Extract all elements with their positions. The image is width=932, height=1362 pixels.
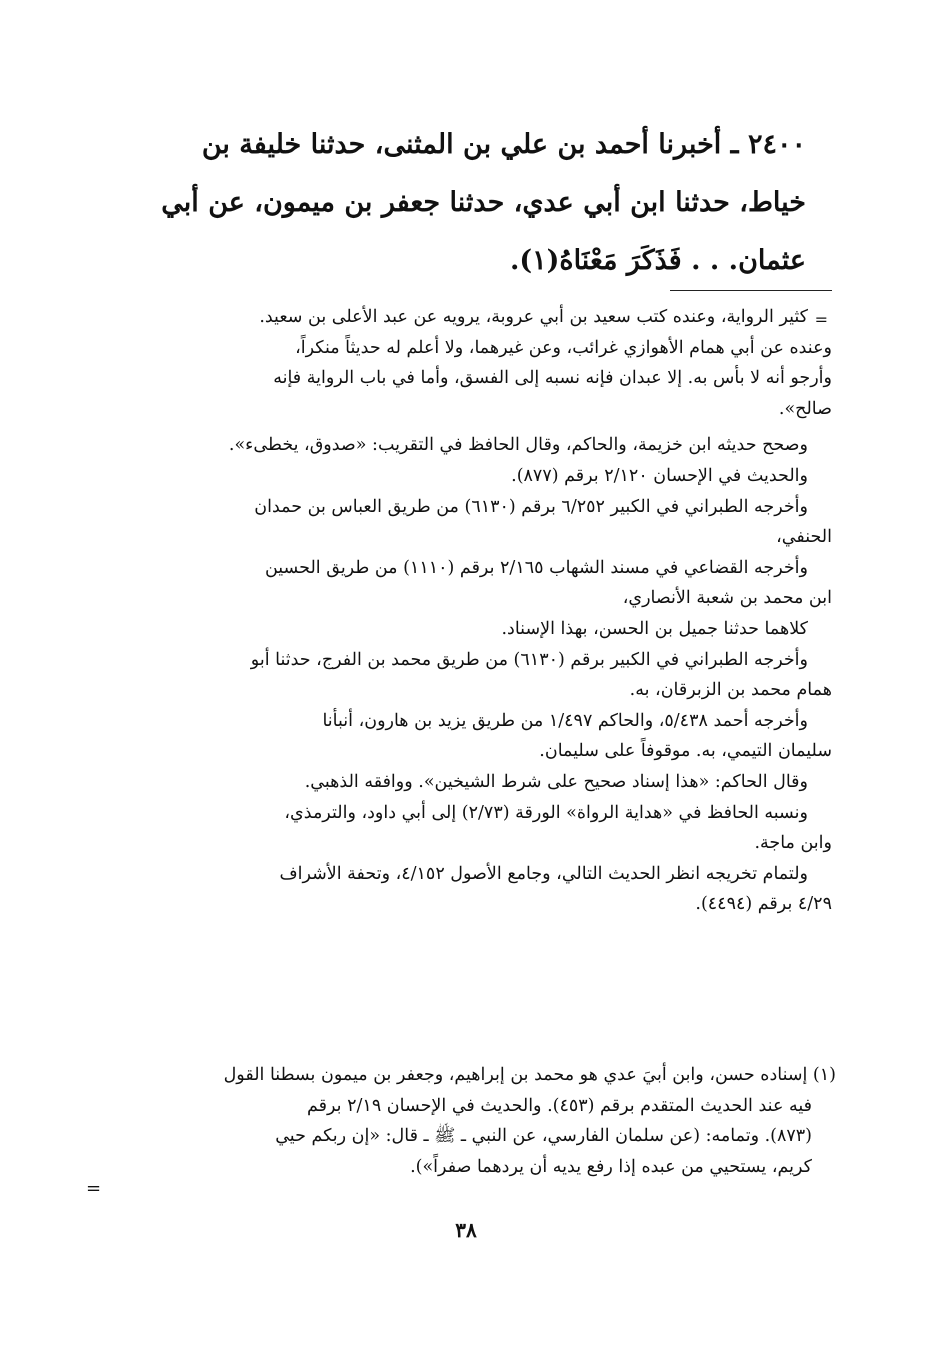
note-line: ٤/٢٩ برقم (٤٤٩٤). [695, 894, 832, 915]
note-line: وصحح حديثه ابن خزيمة، والحاكم، وقال الحافظ في التقريب: «صدوق، يخطىء». [228, 435, 808, 456]
note-line: وأخرجه القضاعي في مسند الشهاب ٢/١٦٥ برقم (١١١٠) من طريق الحسين [264, 557, 808, 578]
footnote-line: (٨٧٣). وتمامه: (عن سلمان الفارسي، عن النبي ـ ﷺ ـ قال: «إن ربكم حيي [275, 1126, 812, 1147]
note-line: ونسبه الحافظ في «هداية الرواة» الورقة (٢/٧٣) إلى أبي داود، والترمذي، [284, 802, 808, 823]
continuation-mark: = [814, 310, 828, 329]
note-line: الحنفي، [776, 527, 832, 548]
hadith-main-text [116, 116, 806, 290]
note-line: وأرجو أنه لا بأس به. إلا عبدان فإنه نسبه إلى الفسق، وأما في باب الرواية فإنه [273, 368, 832, 389]
footnote-continuation-mark: = [86, 1178, 102, 1199]
footnote-line: كريم، يستحيي من عبده إذا رفع يديه أن يردهما صفراً»). [410, 1156, 812, 1177]
note-line: همام محمد بن الزبرقان، به. [629, 680, 832, 701]
continued-footnote [120, 302, 832, 920]
note-line: وقال الحاكم: «هذا إسناد صحيح على شرط الشيخين». ووافقه الذهبي. [304, 771, 808, 792]
note-line: وأخرجه أحمد ٥/٤٣٨، والحاكم ١/٤٩٧ من طريق يزيد بن هارون، أنبأنا [322, 710, 808, 731]
main-text-line: ٢٤٠٠ ـ أخبرنا أحمد بن علي بن المثنى، حدثنا خليفة بن [201, 129, 806, 160]
note-line: وأخرجه الطبراني في الكبير ٦/٢٥٢ برقم (٦١٣٠) من طريق العباس بن حمدان [254, 496, 808, 517]
footnote-line: فيه عند الحديث المتقدم برقم (٤٥٣). والحديث في الإحسان ٢/١٩ برقم [307, 1095, 812, 1116]
page-number: ٣٨ [455, 1218, 477, 1242]
main-text-line: عثمان. . . فَذَكَرَ مَعْنَاهُ(١). [509, 245, 806, 276]
footnote-divider [670, 290, 832, 291]
footnote-line: (١) إسناده حسن، وابن أبيَ عدي هو محمد بن إبراهيم، وجعفر بن ميمون بسطنا القول [223, 1065, 836, 1085]
note-line: صالح». [778, 398, 832, 419]
note-line: كثير الرواية، وعنده كتب سعيد بن أبي عروبة، يرويه عن عبد الأعلى بن سعيد. [259, 307, 808, 327]
note-line: وعنده عن أبي همام الأهوازي غرائب، وعن غيرهما، ولا أعلم له حديثاً منكراً، [295, 337, 832, 358]
note-line: سليمان التيمي، به. موقوفاً على سليمان. [539, 741, 832, 762]
note-line: ولتمام تخريجه انظر الحديث التالي، وجامع الأصول ٤/١٥٢، وتحفة الأشراف [279, 863, 808, 884]
footnote-1 [116, 1060, 836, 1182]
note-line: وابن ماجة. [754, 833, 832, 854]
note-line: وأخرجه الطبراني في الكبير برقم (٦١٣٠) من طريق محمد بن الفرج، حدثنا أبو [250, 649, 808, 670]
main-text-line: خياط، حدثنا ابن أبي عدي، حدثنا جعفر بن ميمون، عن أبي [161, 187, 806, 218]
note-line: ابن محمد بن شعبة الأنصاري، [622, 588, 832, 609]
note-line: كلاهما حدثنا جميل بن الحسن، بهذا الإسناد. [501, 618, 808, 639]
note-line: والحديث في الإحسان ٢/١٢٠ برقم (٨٧٧). [511, 465, 808, 486]
